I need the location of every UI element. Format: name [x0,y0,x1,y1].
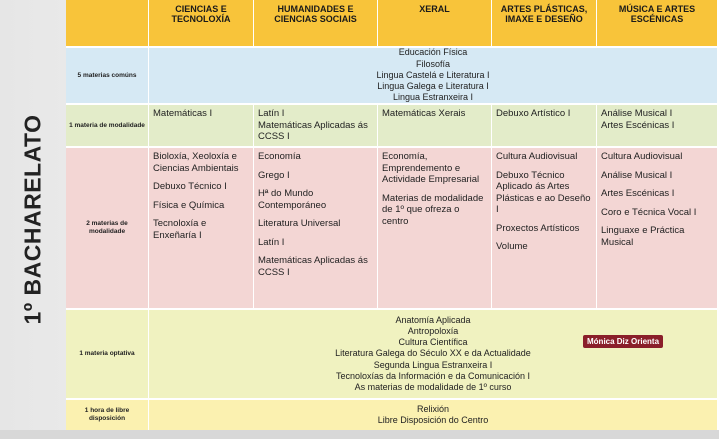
comuns-list [149,48,717,103]
header-humanidades: HUMANIDADES E CIENCIAS SOCIAIS [254,0,377,46]
subject-item: Grego I [258,169,290,181]
subject-item: Literatura Universal [258,218,341,230]
subject-item: Anatomía Aplicada [395,314,471,325]
subject-item: Lingua Castelá e Literatura I [376,69,490,80]
libre-list [149,400,717,430]
subject-item: Cultura Científica [398,337,468,348]
dous-modalidade-musica [597,148,717,308]
subject-item: Debuxo Técnico Aplicado ás Artes Plásticas e ao Deseño I [496,169,591,216]
subject-item: Latín I [258,236,285,248]
header-ciencias-tecnoloxia: CIENCIAS E TECNOLOXÍA [149,0,253,46]
subject-item: Bioloxía, Xeoloxía e Ciencias Ambientais [153,151,239,174]
subject-item: Física e Química [153,199,225,211]
subject-item: As materias de modalidade de 1º curso [354,382,512,393]
row-label-modalidade: 1 materia de modalidade [66,105,148,146]
side-title: 1º BACHARELATO [19,114,46,325]
subject-item: Análise Musical I [601,169,673,181]
row-label-comuns: 5 materias comúns [66,48,148,103]
subject-item: Educación Física [398,48,468,58]
subject-item: Antropoloxía [407,325,459,336]
subject-item: Debuxo Artístico I [496,108,571,119]
optativa-list [149,310,717,398]
header-artes-plasticas: ARTES PLÁSTICAS, IMAXE E DESEÑO [492,0,596,46]
subject-item: Proxectos Artísticos [496,222,580,234]
subject-item: Cultura Audiovisual [496,151,578,162]
subject-item: Artes Escénicas I [601,188,675,200]
modalidade-ciencias [149,105,253,146]
subject-item: Latín I [258,108,285,119]
row-label-optativa: 1 materia optativa [66,310,148,398]
subject-item: Segunda Lingua Estranxeira I [373,359,493,370]
subject-item: Volume [496,241,528,253]
subject-item: Cultura Audiovisual [601,151,683,162]
subject-item: Economía [258,151,301,162]
side-title-panel [0,0,66,439]
subject-item: Análise Musical I [601,108,673,119]
subject-item: Matemáticas Aplicadas ás CCSS I [258,119,368,143]
modalidade-humanidades [254,105,377,146]
subject-item: Matemáticas Xerais [382,108,466,119]
subject-item: Lingua Galega e Literatura I [377,81,489,92]
subject-item: Lingua Estranxeira I [392,92,474,103]
subject-item: Hª do Mundo Contemporáneo [258,188,327,211]
subject-item: Matemáticas I [153,108,213,119]
subject-item: Economía, Emprendemento e Actividade Empresarial [382,151,480,186]
subject-item: Relixión [416,403,449,414]
subject-item: Libre Disposición do Centro [377,415,489,425]
row-label-libre: 1 hora de libre disposición [66,400,148,430]
bottom-strip [0,430,719,439]
modalidade-musica [597,105,717,146]
subject-item: Matemáticas Aplicadas ás CCSS I [258,255,368,279]
header-musica-artes-escenicas: MÚSICA E ARTES ESCÉNICAS [597,0,717,46]
subject-item: Materias de modalidade de 1º que ofreza o centro [382,192,484,227]
subject-item: Tecnoloxías da Información e da Comunicación I [335,370,531,381]
watermark-badge: Mónica Diz Orienta [583,335,663,348]
header-xeral: XERAL [378,0,491,46]
row-label-dous-modalidade: 2 materias de modalidade [66,148,148,308]
subject-item: Filosofía [415,58,450,69]
dous-modalidade-ciencias [149,148,253,308]
subjects-table [66,0,712,430]
header-corner [66,0,148,46]
subject-item: Tecnoloxía e Enxeñaría I [153,218,207,241]
dous-modalidade-humanidades [254,148,377,308]
subject-item: Debuxo Técnico I [153,181,227,193]
subject-item: Linguaxe e Práctica Musical [601,225,685,248]
dous-modalidade-artes [492,148,596,308]
subject-item: Artes Escénicas I [601,119,675,131]
subject-item: Coro e Técnica Vocal I [601,206,697,218]
subject-item: Literatura Galega do Século XX e da Actualidade [335,348,531,359]
modalidade-xeral [378,105,491,146]
dous-modalidade-xeral [378,148,491,308]
modalidade-artes [492,105,596,146]
